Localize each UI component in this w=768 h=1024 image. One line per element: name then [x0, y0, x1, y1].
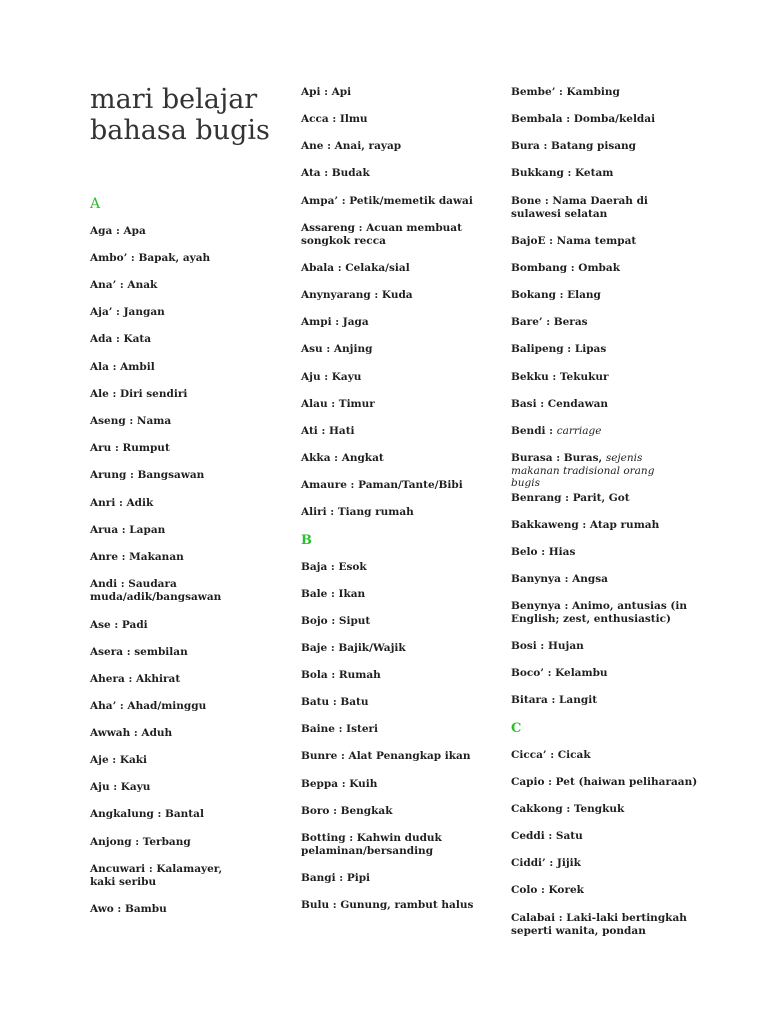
entry: Ahera : Akhirat — [90, 673, 181, 685]
entry: Boco’ : Kelambu — [511, 667, 608, 679]
entry: Ambo’ : Bapak, ayah — [90, 252, 211, 264]
entry: Bale : Ikan — [301, 588, 366, 600]
entry: Aliri : Tiang rumah — [301, 506, 414, 518]
entry: Amaure : Paman/Tante/Bibi — [301, 479, 463, 491]
entry: Balipeng : Lipas — [511, 343, 607, 355]
entry: Bakkaweng : Atap rumah — [511, 519, 660, 531]
entry: Acca : Ilmu — [301, 113, 368, 125]
entry: Arua : Lapan — [90, 524, 166, 536]
entry: Ampi : Jaga — [301, 316, 369, 328]
entry: Akka : Angkat — [301, 452, 384, 464]
entry: Baja : Esok — [301, 561, 367, 573]
entry: Anjong : Terbang — [90, 836, 191, 848]
entry: Abala : Celaka/sial — [301, 262, 410, 274]
section-heading-b: B — [301, 533, 312, 548]
entry: Ciddi’ : Jijik — [511, 857, 581, 869]
section-heading-c: C — [511, 721, 522, 736]
section-heading-a: A — [90, 196, 101, 212]
entry: Benynya : Animo, antusias (in English; zest, enthusiastic) — [511, 600, 687, 625]
entry: Ampa’ : Petik/memetik dawai — [301, 195, 473, 207]
entry: Boro : Bengkak — [301, 805, 393, 817]
entry: Aja’ : Jangan — [90, 306, 165, 318]
entry: Ala : Ambil — [90, 361, 155, 373]
entry: Aju : Kayu — [301, 371, 362, 383]
entry: Angkalung : Bantal — [90, 808, 204, 820]
entry: Bulu : Gunung, rambut halus — [301, 899, 474, 911]
entry-bendi — [511, 425, 601, 438]
entry-term: Burasa : Buras, — [511, 452, 606, 464]
entry: Baine : Isteri — [301, 723, 379, 735]
entry-meaning: sejenis makanan tradisional orang bugis — [511, 452, 655, 489]
entry: Bembe’ : Kambing — [511, 86, 620, 98]
entry: Bosi : Hujan — [511, 640, 584, 652]
entry-term: Bendi : — [511, 425, 557, 437]
entry: Andi : Saudara muda/adik/bangsawan — [90, 578, 222, 603]
entry: Bone : Nama Daerah di sulawesi selatan — [511, 195, 648, 220]
entry: Benrang : Parit, Got — [511, 492, 630, 504]
entry: Bojo : Siput — [301, 615, 371, 627]
entry: Belo : Hias — [511, 546, 576, 558]
entry: Arung : Bangsawan — [90, 469, 205, 481]
entry: Bitara : Langit — [511, 694, 598, 706]
entry: Assareng : Acuan membuat songkok recca — [301, 222, 462, 247]
entry: Aru : Rumput — [90, 442, 170, 454]
entry: Anri : Adik — [90, 497, 154, 509]
entry-burasa — [511, 452, 686, 490]
entry: Ancuwari : Kalamayer, kaki seribu — [90, 863, 223, 888]
entry: Banynya : Angsa — [511, 573, 608, 585]
entry: BajoE : Nama tempat — [511, 235, 637, 247]
entry: Basi : Cendawan — [511, 398, 609, 410]
entry: Aha’ : Ahad/minggu — [90, 700, 207, 712]
entry: Ana’ : Anak — [90, 279, 158, 291]
entry: Ane : Anai, rayap — [301, 140, 402, 152]
entry-meaning: carriage — [556, 425, 602, 437]
entry: Ase : Padi — [90, 619, 148, 631]
entry: Asera : sembilan — [90, 646, 188, 658]
entry: Ata : Budak — [301, 167, 370, 179]
entry: Aseng : Nama — [90, 415, 172, 427]
entry: Aju : Kayu — [90, 781, 151, 793]
page-title: mari belajar bahasa bugis — [90, 84, 270, 146]
entry: Asu : Anjing — [301, 343, 373, 355]
entry: Bunre : Alat Penangkap ikan — [301, 750, 471, 762]
entry: Bombang : Ombak — [511, 262, 620, 274]
entry: Batu : Batu — [301, 696, 369, 708]
entry: Bekku : Tekukur — [511, 371, 609, 383]
entry: Bukkang : Ketam — [511, 167, 614, 179]
entry: Bokang : Elang — [511, 289, 601, 301]
entry: Anynyarang : Kuda — [301, 289, 413, 301]
entry: Anre : Makanan — [90, 551, 184, 563]
entry: Awwah : Aduh — [90, 727, 173, 739]
entry: Calabai : Laki-laki bertingkah seperti wanita, pondan — [511, 912, 687, 937]
entry: Ale : Diri sendiri — [90, 388, 188, 400]
entry: Bura : Batang pisang — [511, 140, 637, 152]
entry: Colo : Korek — [511, 884, 584, 896]
entry: Ceddi : Satu — [511, 830, 583, 842]
entry: Aga : Apa — [90, 225, 146, 237]
entry: Cakkong : Tengkuk — [511, 803, 625, 815]
entry: Alau : Timur — [301, 398, 375, 410]
entry: Ada : Kata — [90, 333, 152, 345]
entry: Bola : Rumah — [301, 669, 381, 681]
entry: Aje : Kaki — [90, 754, 148, 766]
entry: Baje : Bajik/Wajik — [301, 642, 406, 654]
entry: Awo : Bambu — [90, 903, 167, 915]
entry: Cicca’ : Cicak — [511, 749, 591, 761]
entry: Ati : Hati — [301, 425, 355, 437]
entry: Bangi : Pipi — [301, 872, 371, 884]
entry: Capio : Pet (haiwan peliharaan) — [511, 776, 698, 788]
entry: Botting : Kahwin duduk pelaminan/bersanding — [301, 832, 442, 857]
entry: Bare’ : Beras — [511, 316, 588, 328]
entry: Api : Api — [301, 86, 352, 98]
entry: Beppa : Kuih — [301, 778, 378, 790]
entry: Bembala : Domba/keldai — [511, 113, 656, 125]
